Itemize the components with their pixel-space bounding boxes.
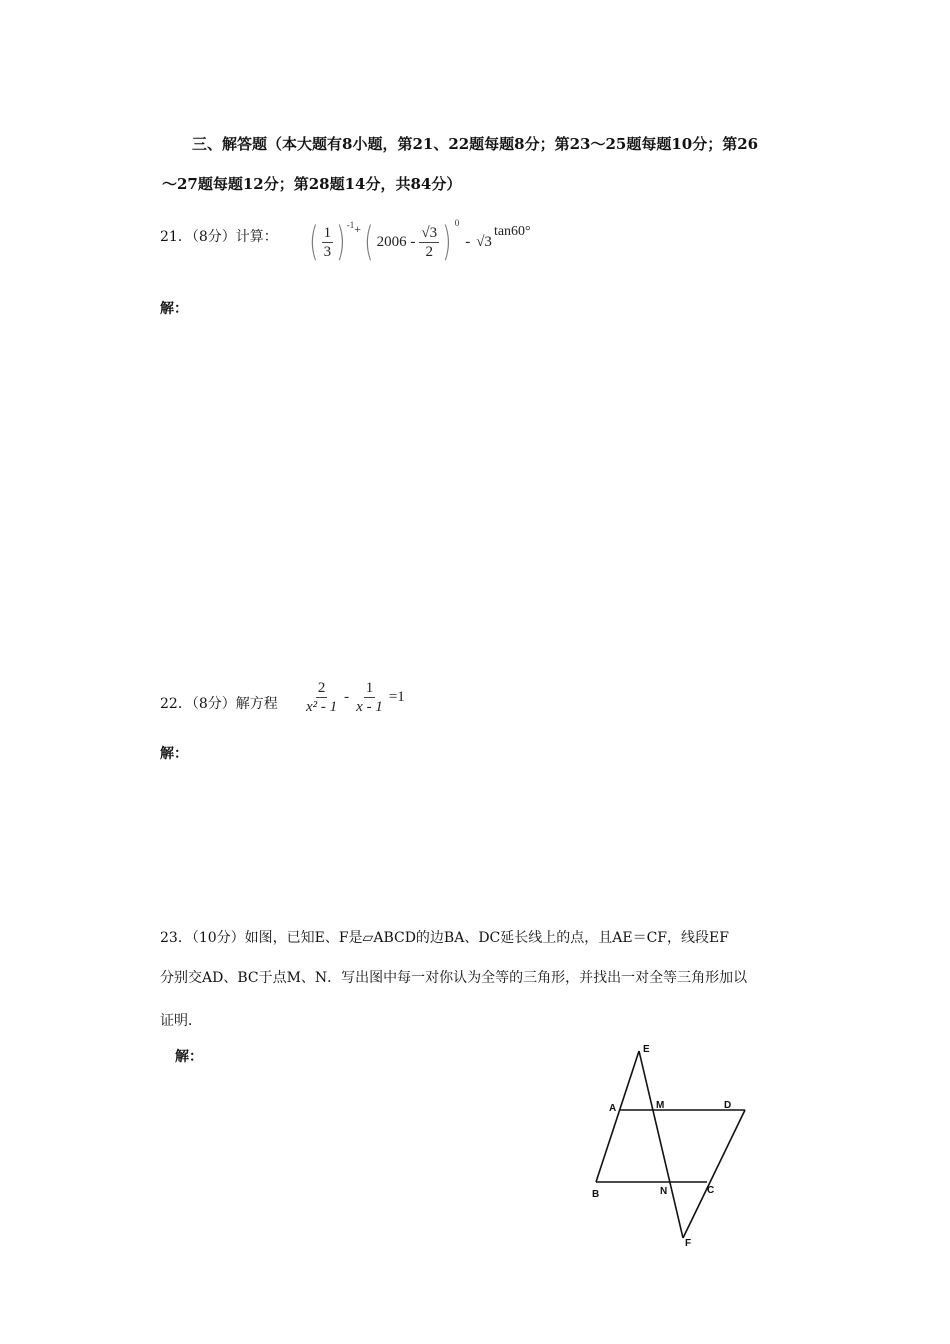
q21-answer-label: 解： — [160, 301, 188, 317]
q21-frac1-numerator: 1 — [323, 224, 332, 241]
section-heading-line1: 三、解答题（本大题有8小题，第21、22题每题8分；第23～25题每题10分；第26 — [192, 135, 759, 153]
label-F: F — [685, 1238, 692, 1249]
label-B: B — [592, 1189, 600, 1200]
left-paren: ( — [364, 219, 374, 265]
q23-text-line3: 证明． — [160, 1013, 202, 1029]
q21-exponent-1: -1 — [346, 220, 355, 230]
label-E: E — [643, 1044, 650, 1055]
label-D: D — [724, 1100, 732, 1111]
q22-frac1-numerator: 2 — [317, 680, 326, 696]
q22-frac1-denominator: x² - 1 — [306, 699, 338, 715]
label-N: N — [660, 1186, 668, 1197]
q21-minus: - — [465, 233, 471, 250]
q22-frac2-denominator: x - 1 — [356, 699, 383, 715]
q21-base-2006: 2006 - — [376, 233, 416, 250]
q21-frac1-denominator: 3 — [323, 243, 332, 260]
q22-fraction-2 — [354, 679, 385, 716]
q22-minus: - — [344, 689, 350, 705]
q23-text-line1: 23．（10分）如图，已知E、F是▱ABCD的边BA、DC延长线上的点，且AE＝CF，线段EF — [160, 930, 729, 946]
q21-sqrt3: √3 — [476, 233, 492, 250]
line-EF — [639, 1051, 683, 1238]
right-paren: ) — [442, 219, 452, 265]
left-paren: ( — [309, 219, 319, 265]
label-M: M — [656, 1100, 665, 1111]
q21-label: 21．（8分）计算： — [160, 229, 278, 245]
line-DF — [683, 1110, 745, 1238]
label-C: C — [707, 1185, 715, 1196]
q22-fraction-1 — [304, 679, 339, 716]
q21-tan60: tan60° — [493, 224, 531, 239]
q21-frac2-denominator: 2 — [425, 243, 433, 260]
q22-answer-label: 解： — [160, 746, 188, 762]
q21-frac2-numerator: √3 — [421, 224, 438, 241]
q22-label: 22．（8分）解方程 — [160, 696, 278, 712]
q21-expression — [306, 216, 531, 268]
q21-fraction-1 — [322, 224, 334, 261]
parallelogram-figure — [580, 1040, 750, 1250]
line-EB — [596, 1051, 639, 1182]
q21-fraction-2 — [419, 224, 439, 261]
q23-answer-label: 解： — [175, 1049, 203, 1065]
q21-plus: + — [354, 222, 361, 236]
q23-text-line2: 分别交AD、BC于点M、N．写出图中每一对你认为全等的三角形，并找出一对全等三角形加以 — [160, 970, 748, 986]
section-heading-line2: ～27题每题12分；第28题14分，共84分） — [162, 175, 462, 193]
q21-exponent-0: 0 — [454, 218, 460, 228]
q22-frac2-numerator: 1 — [365, 680, 374, 696]
label-A: A — [609, 1103, 617, 1114]
right-paren: ) — [336, 219, 346, 265]
q22-equation — [304, 679, 405, 716]
q22-rhs: =1 — [388, 689, 405, 705]
